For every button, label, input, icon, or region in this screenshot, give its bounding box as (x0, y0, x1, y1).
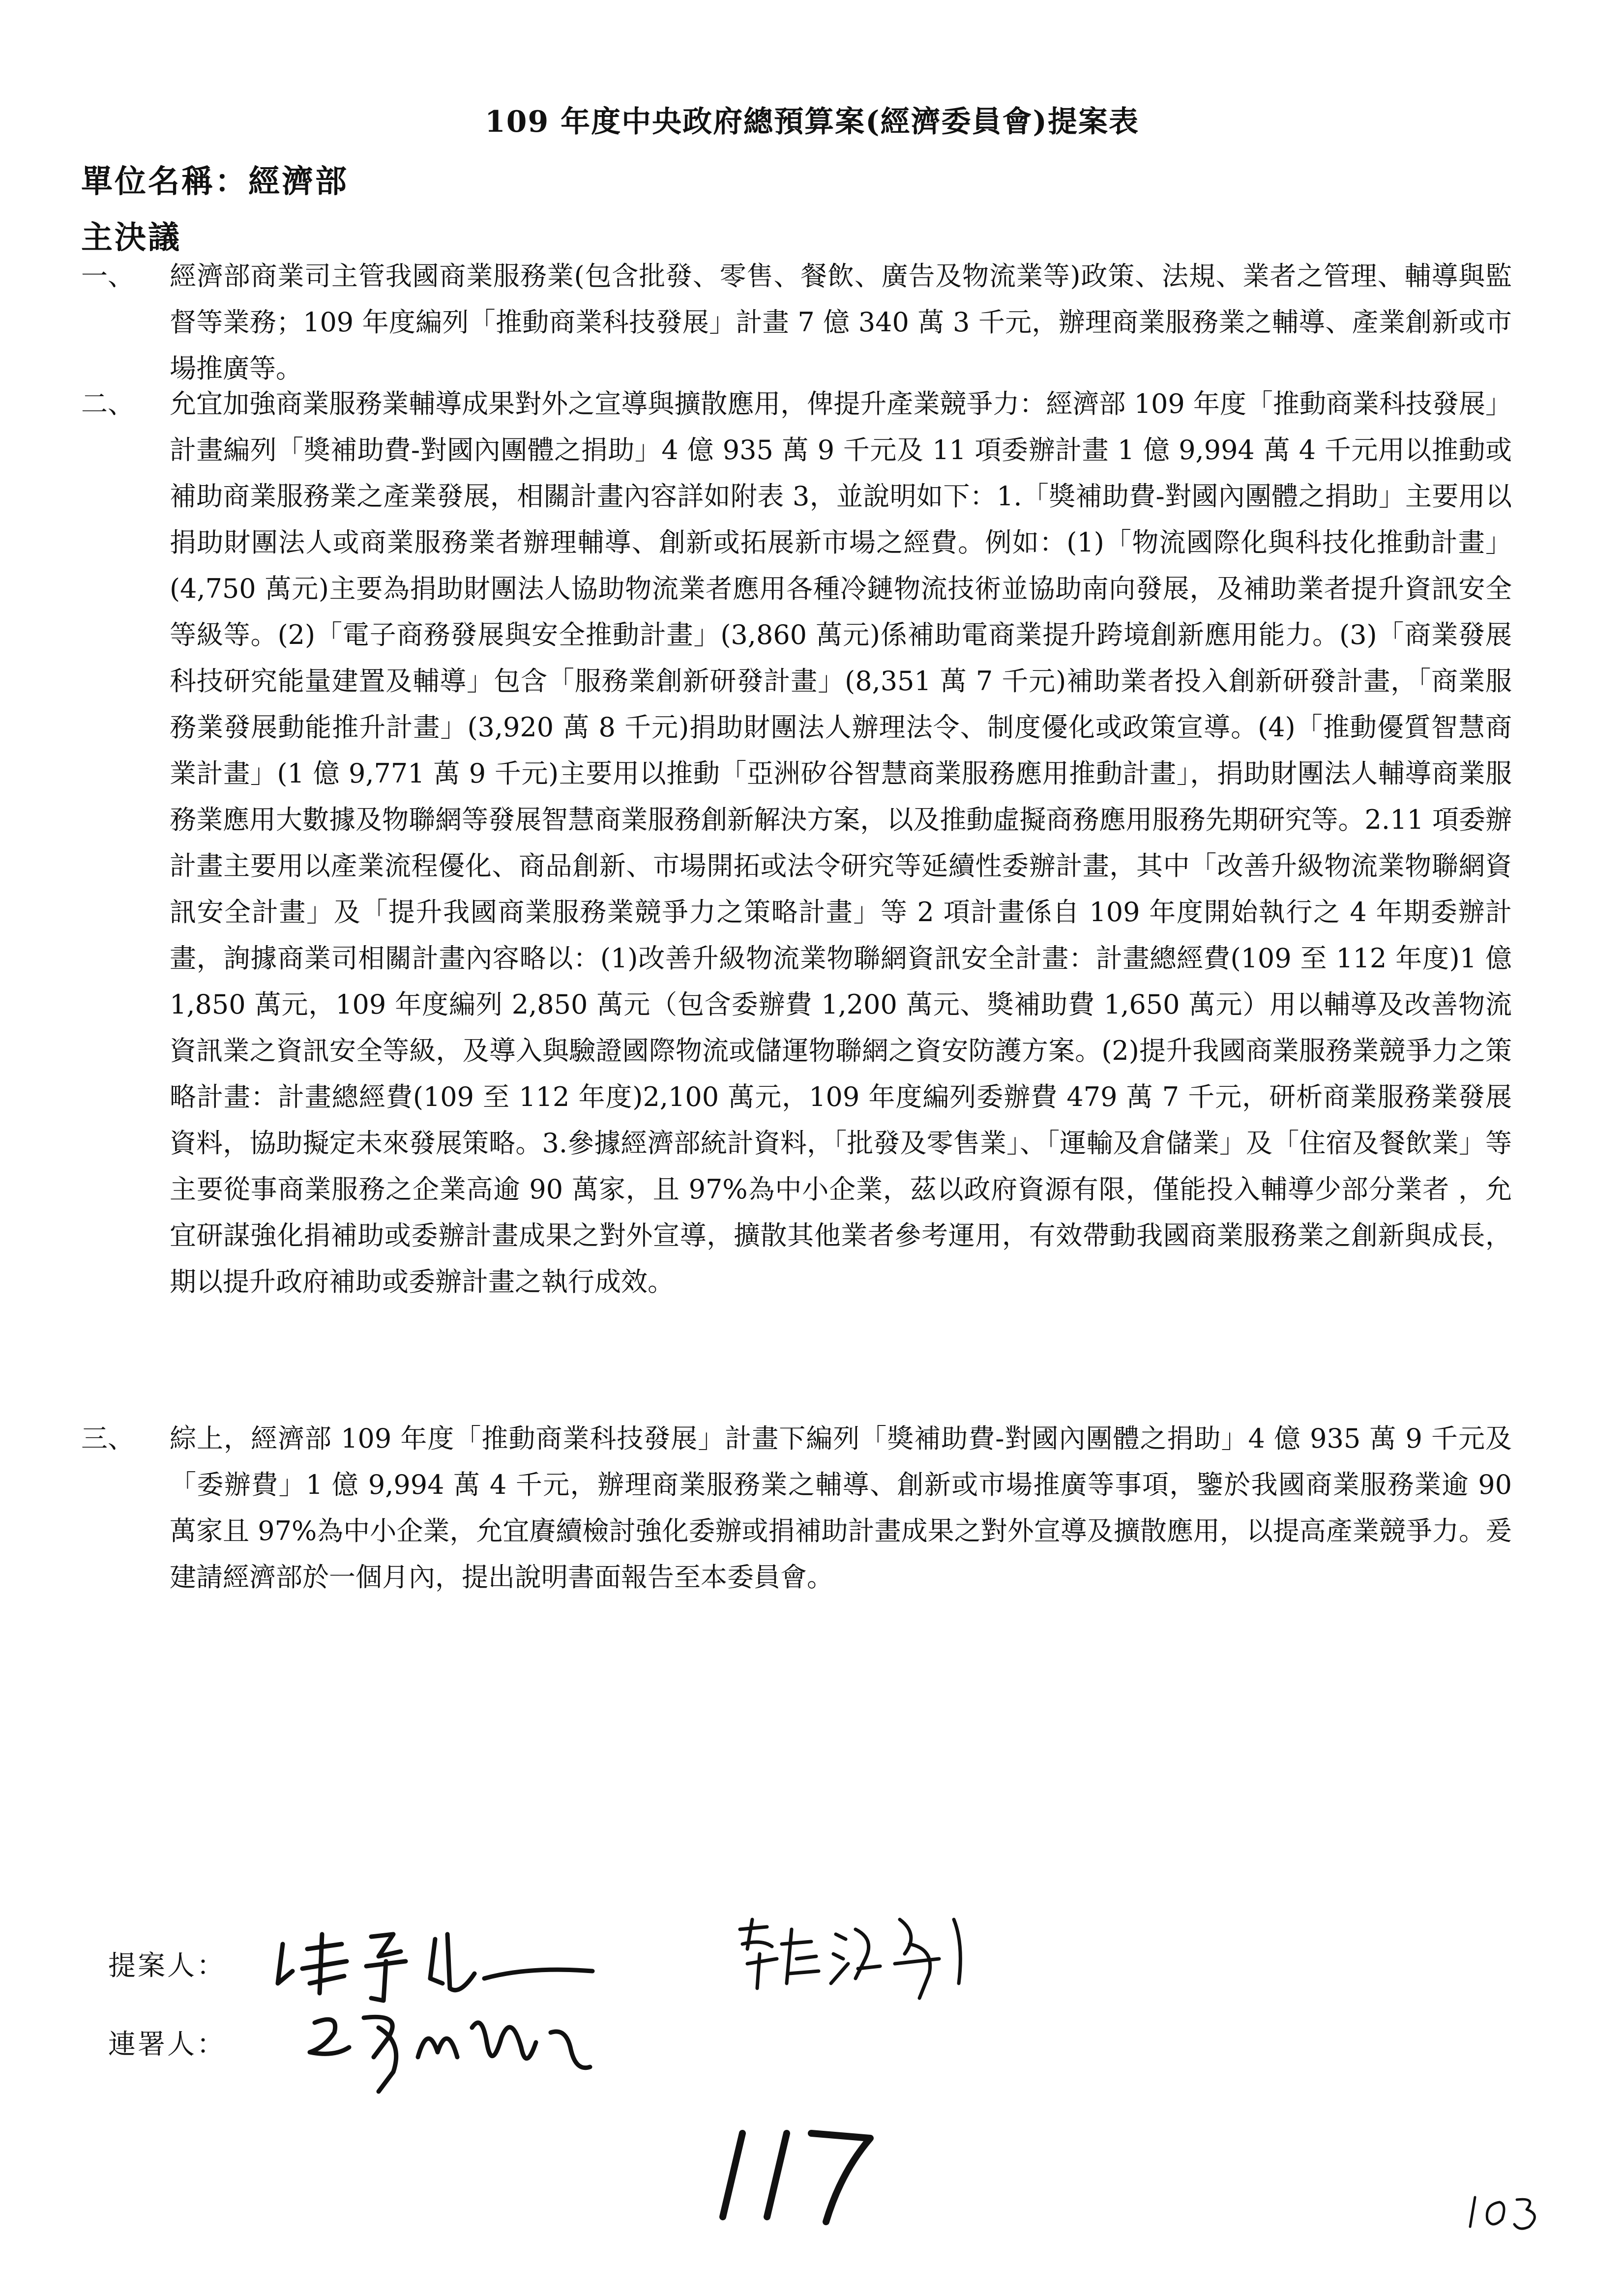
item-text: 允宜加強商業服務業輔導成果對外之宣導與擴散應用，俾提升產業競爭力：經濟部 109 年度「推動商業科技發展」計畫編列「獎補助費-對國內團體之捐助」4 億 935 萬 9 千元及 11 項委辦計畫 1 億 9,994 萬 4 千元用以推動或補助商業服務業之產業發展，相關計畫內容詳如附表 3，並說明如下：1.「獎補助費-對國內團體之捐助」主要用以捐助財團法人或商業服務業者辦理輔導、創新或拓展新市場之經費。例如：(1)「物流國際化與科技化推動計畫」(4,750 萬元)主要為捐助財團法人協助物流業者應用各種冷鏈物流技術並協助南向發展，及補助業者提升資訊安全等級等。(2)「電子商務發展與安全推動計畫」(3,860 萬元)係補助電商業提升跨境創新應用能力。(3)「商業發展科技研究能量建置及輔導」包含「服務業創新研發計畫」(8,351 萬 7 千元)補助業者投入創新研發計畫，「商業服務業發展動能推升計畫」(3,920 萬 8 千元)捐助財團法人辦理法令、制度優化或政策宣導。(4)「推動優質智慧商業計畫」(1 億 9,771 萬 9 千元)主要用以推動「亞洲矽谷智慧商業服務應用推動計畫」，捐助財團法人輔導商業服務業應用大數據及物聯網等發展智慧商業服務創新解決方案，以及推動虛擬商務應用服務先期研究等。2.11 項委辦計畫主要用以產業流程優化、商品創新、市場開拓或法令研究等延續性委辦計畫，其中「改善升級物流業物聯網資訊安全計畫」及「提升我國商業服務業競爭力之策略計畫」等 2 項計畫係自 109 年度開始執行之 4 年期委辦計畫，詢據商業司相關計畫內容略以：(1)改善升級物流業物聯網資訊安全計畫：計畫總經費(109 至 112 年度)1 億 1,850 萬元，109 年度編列 2,850 萬元（包含委辦費 1,200 萬元、獎補助費 1,650 萬元）用以輔導及改善物流資訊業之資訊安全等級，及導入與驗證國際物流或儲運物聯網之資安防護方案。(2)提升我國商業服務業競爭力之策略計畫：計畫總經費(109 至 112 年度)2,100 萬元，109 年度編列委辦費 479 萬 7 千元，研析商業服務業發展資料，協助擬定未來發展策略。3.參據經濟部統計資料，「批發及零售業」、「運輸及倉儲業」及「住宿及餐飲業」等主要從事商業服務之企業高逾 90 萬家，且 97%為中小企業，茲以政府資源有限，僅能投入輔導少部分業者 ，允宜研謀強化捐補助或委辦計畫成果之對外宣導，擴散其他業者參考運用，有效帶動我國商業服務業之創新與成長，期以提升政府補助或委辦計畫之執行成效。 (170, 388, 1512, 1297)
item-text: 綜上，經濟部 109 年度「推動商業科技發展」計畫下編列「獎補助費-對國內團體之捐助」4 億 935 萬 9 千元及「委辦費」1 億 9,994 萬 4 千元，辦理商業服務業之輔導、創新或市場推廣等事項，鑒於我國商業服務業逾 90 萬家且 97%為中小企業，允宜賡續檢討強化委辦或捐補助計畫成果之對外宣導及擴散應用，以提高產業競爭力。爰建請經濟部於一個月內，提出說明書面報告至本委員會。 (170, 1423, 1512, 1593)
unit-name: 單位名稱：經濟部 (81, 163, 349, 200)
item-number: 三、 (81, 1423, 134, 1454)
item-text: 經濟部商業司主管我國商業服務業(包含批發、零售、餐飲、廣告及物流業等)政策、法規、業者之管理、輔導與監督等業務；109 年度編列「推動商業科技發展」計畫 7 億 340 萬 3 千元，辦理商業服務業之輔導、產業創新或市場推廣等。 (170, 261, 1512, 384)
cosigner-signature-1-stroke (305, 1993, 610, 2101)
main-resolution-label: 主決議 (81, 219, 181, 256)
item-number: 一、 (81, 261, 134, 291)
stamp-number-strokes (713, 2119, 900, 2232)
document-title: 109 年度中央政府總預算案(經濟委員會)提案表 (485, 105, 1139, 139)
cosigner-label: 連署人： (108, 2029, 226, 2061)
page-number-strokes (1465, 2182, 1549, 2237)
item-number: 二、 (81, 388, 134, 419)
cosigner-signature-2-stroke (733, 1900, 998, 2018)
proposer-label: 提案人： (108, 1950, 226, 1982)
